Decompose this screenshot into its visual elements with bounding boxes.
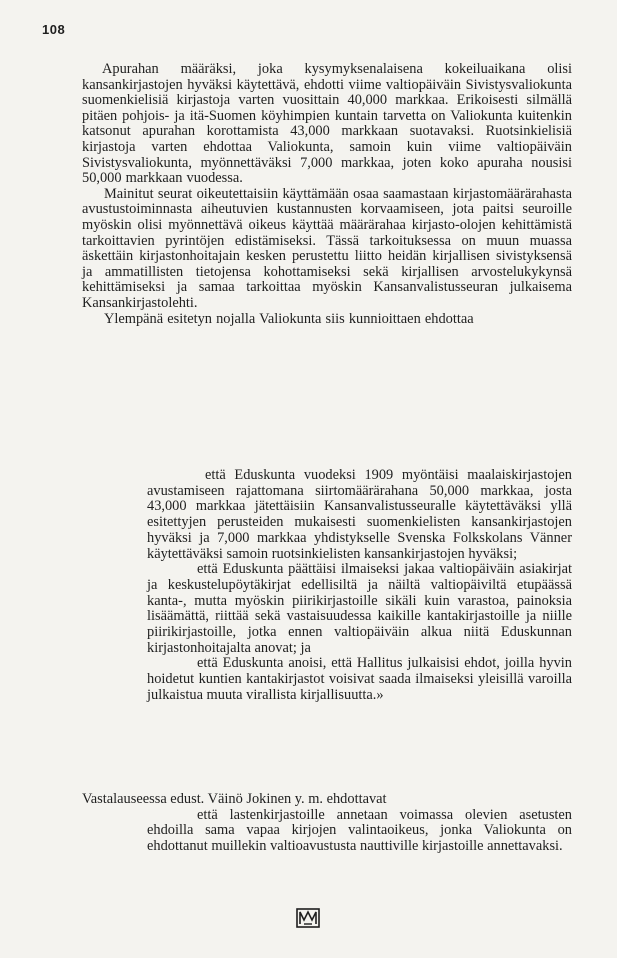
counter-motion-lead: Vastalauseessa edust. Väinö Jokinen y. m. ehdottavat: [82, 791, 387, 807]
resolution-clause-documents: että Eduskunta päättäisi ilmaiseksi jakaa valtiopäiväin asiakirjat ja keskustelupöytäkirjat edellisiltä ja näiltä valtiopäiviltä etupäässä kanta-, mutta myöskin piirikirjastoille sikäli kuin varastoa, painoksia lisäämättä, riittää sekä vastaisuudessa kaikille kantakirjastoille ja niille piirikirjastoille, jotka ennen valtiopäiväin alkua niitä Eduskunnan kirjastonhoitajalta anovat; ja: [147, 561, 572, 656]
resolution-clause-grant: että Eduskunta vuodeksi 1909 myöntäisi maalaiskirjastojen avustamiseen rajattomana siirtomäärärahana 50,000 markkaa, josta 43,000 markkaa jätettäisiin Kansanvalistusseuralle käytettäväksi yllä esitettyjen perusteiden mukaisesti suomenkielisten kansankirjastojen hyväksi ja 7,000 markkaa yhdistykselle Svenska Folkskolans Vänner käytettäväksi samoin ruotsinkielisten kansankirjastojen hyväksi;: [147, 467, 572, 562]
paragraph-grant-amount: Apurahan määräksi, joka kysymyksenalaisena kokeiluaikana olisi kansankirjastojen hyväksi käytettävä, ehdotti viime valtiopäiväin Sivistysvaliokunta suomenkielisiä kirjastoja varten vuosittain 40,000 markkaa. Erikoisesti silmällä pitäen pohjois- ja itä-Suomen köyhimpien kuntain tarvetta on Valiokunta kuitenkin katsonut apurahan korottamista 43,000 markkaan suotavaksi. Ruotsinkielisiä kirjastoja varten ehdottaa Valiokunta, samoin kuin viime valtiopäiväin Sivistysvaliokunta, myönnettäväksi 7,000 markkaa, joten koko apuraha nousisi 50,000 markkaan vuodessa.: [82, 61, 572, 187]
resolution-clause-publications: että Eduskunta anoisi, että Hallitus julkaisisi ehdot, joilla hyvin hoidetut kuntien kantakirjastot voisivat saada ilmaiseksi yleisillä varoilla julkaistua muuta virallista kirjallisuutta.»: [147, 655, 572, 703]
counter-motion: [82, 792, 572, 855]
paragraph-societies: Mainitut seurat oikeutettaisiin käyttämään osaa saamastaan kirjastomäärärahasta avustustoiminnasta aiheutuvien kustannusten korvaamiseen, jota paitsi seuroille myöskin olisi myönnettävä oikeus käyttää määrärahaa kirjasto-olojen kehittämistä tarkoittavien pyrintöjen edistämiseksi. Tässä tarkoituksessa on muun muassa äskettäin kirjastonhoitajain kesken perustettu liitto heidän kirjallisen sivistyksensä ja ammatillisten tietojensa kohottamiseksi sekä kirjallisen arvostelukykynsä kehittämiseksi ja samaa tarkoittaa myöskin Kansanvalistusseuran julkaisema Kansankirjastolehti.: [82, 185, 572, 311]
resolution-proposal: [147, 468, 572, 704]
page-number: 108: [42, 22, 66, 37]
paragraph-proposal-intro: Ylempänä esitetyn nojalla Valiokunta siis kunnioittaen ehdottaa: [104, 310, 474, 327]
counter-motion-clause: että lastenkirjastoille annetaan voimassa olevien asetusten ehdoilla sama vapaa kirjojen valintaoikeus, jonka Valiokunta on ehdottanut muillekin valtioavustusta nauttiville kirjastoille annettavaksi.: [147, 806, 572, 855]
committee-text: [82, 62, 572, 327]
printer-emblem-icon: [296, 908, 320, 928]
